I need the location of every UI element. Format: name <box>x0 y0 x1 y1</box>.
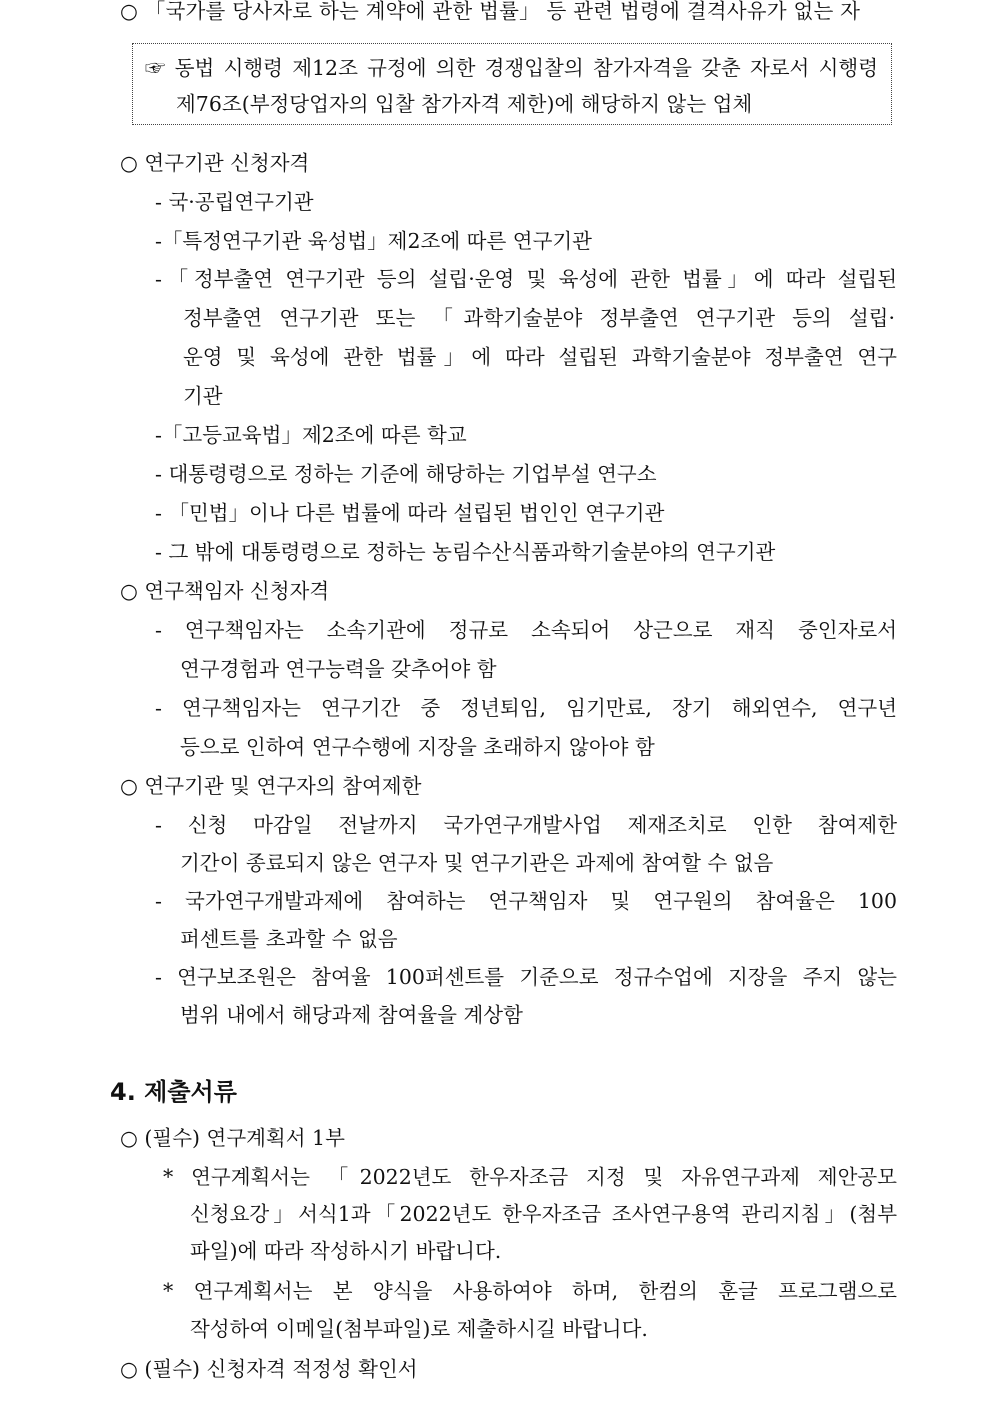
list-item: - 국·공립연구기관 <box>155 190 314 214</box>
eligibility-no-disqualification: ○ 「국가를 당사자로 하는 계약에 관한 법률」 등 관련 법령에 결격사유가 없는 자 <box>120 0 861 23</box>
list-item: - 대통령령으로 정하는 기준에 해당하는 기업부설 연구소 <box>155 462 657 486</box>
list-item: - 신청 마감일 전날까지 국가연구개발사업 제재조치로 인한 참여제한 <box>155 813 897 837</box>
section-institution-eligibility: ○ 연구기관 신청자격 <box>120 151 310 175</box>
list-item-cont: 정부출연 연구기관 또는 「과학기술분야 정부출연 연구기관 등의 설립· <box>183 306 895 330</box>
list-item-cont: 등으로 인하여 연구수행에 지장을 초래하지 않아야 함 <box>180 735 655 759</box>
note-line-1: ☞ 동법 시행령 제12조 규정에 의한 경쟁입찰의 참가자격을 갖춘 자로서 시행령 <box>145 56 878 80</box>
section-heading-submission-docs: 4. 제출서류 <box>110 1078 237 1106</box>
list-item: -「고등교육법」제2조에 따른 학교 <box>155 423 467 447</box>
required-doc-eligibility-confirmation: ○ (필수) 신청자격 적정성 확인서 <box>120 1357 418 1381</box>
list-item: - 연구책임자는 소속기관에 정규로 소속되어 상근으로 재직 중인자로서 <box>155 618 897 642</box>
note-item: * 연구계획서는 「2022년도 한우자조금 지정 및 자유연구과제 제안공모 <box>163 1165 897 1189</box>
list-item-cont: 기관 <box>183 384 223 408</box>
list-item-cont: 범위 내에서 해당과제 참여율을 계상함 <box>180 1003 523 1027</box>
list-item: - 국가연구개발과제에 참여하는 연구책임자 및 연구원의 참여율은 100 <box>155 889 897 913</box>
note-item-cont: 작성하여 이메일(첨부파일)로 제출하시길 바랍니다. <box>190 1317 648 1341</box>
note-item-cont: 신청요강」서식1과「2022년도 한우자조금 조사연구용역 관리지침」(첨부 <box>190 1202 897 1226</box>
note-item-cont: 파일)에 따라 작성하시기 바랍니다. <box>190 1239 502 1263</box>
list-item: - 그 밖에 대통령령으로 정하는 농림수산식품과학기술분야의 연구기관 <box>155 540 776 564</box>
list-item-cont: 운영 및 육성에 관한 법률」에 따라 설립된 과학기술분야 정부출연 연구 <box>183 345 897 369</box>
list-item: -「특정연구기관 육성법」제2조에 따른 연구기관 <box>155 229 592 253</box>
required-doc-research-plan: ○ (필수) 연구계획서 1부 <box>120 1126 345 1150</box>
list-item: -「정부출연 연구기관 등의 설립·운영 및 육성에 관한 법률」에 따라 설립된 <box>155 267 897 291</box>
list-item-cont: 퍼센트를 초과할 수 없음 <box>180 927 398 951</box>
list-item: - 연구책임자는 연구기간 중 정년퇴임, 임기만료, 장기 해외연수, 연구년 <box>155 696 897 720</box>
list-item: - 연구보조원은 참여율 100퍼센트를 기준으로 정규수업에 지장을 주지 않는 <box>155 965 897 989</box>
list-item: - 「민법」이나 다른 법률에 따라 설립된 법인인 연구기관 <box>155 501 665 525</box>
list-item-cont: 연구경험과 연구능력을 갖추어야 함 <box>180 657 497 681</box>
section-pi-eligibility: ○ 연구책임자 신청자격 <box>120 579 330 603</box>
note-line-2: 제76조(부정당업자의 입찰 참가자격 제한)에 해당하지 않는 업체 <box>176 92 753 116</box>
note-item: * 연구계획서는 본 양식을 사용하여야 하며, 한컴의 훈글 프로그램으로 <box>163 1279 897 1303</box>
section-participation-limits: ○ 연구기관 및 연구자의 참여제한 <box>120 774 422 798</box>
list-item-cont: 기간이 종료되지 않은 연구자 및 연구기관은 과제에 참여할 수 없음 <box>180 851 774 875</box>
